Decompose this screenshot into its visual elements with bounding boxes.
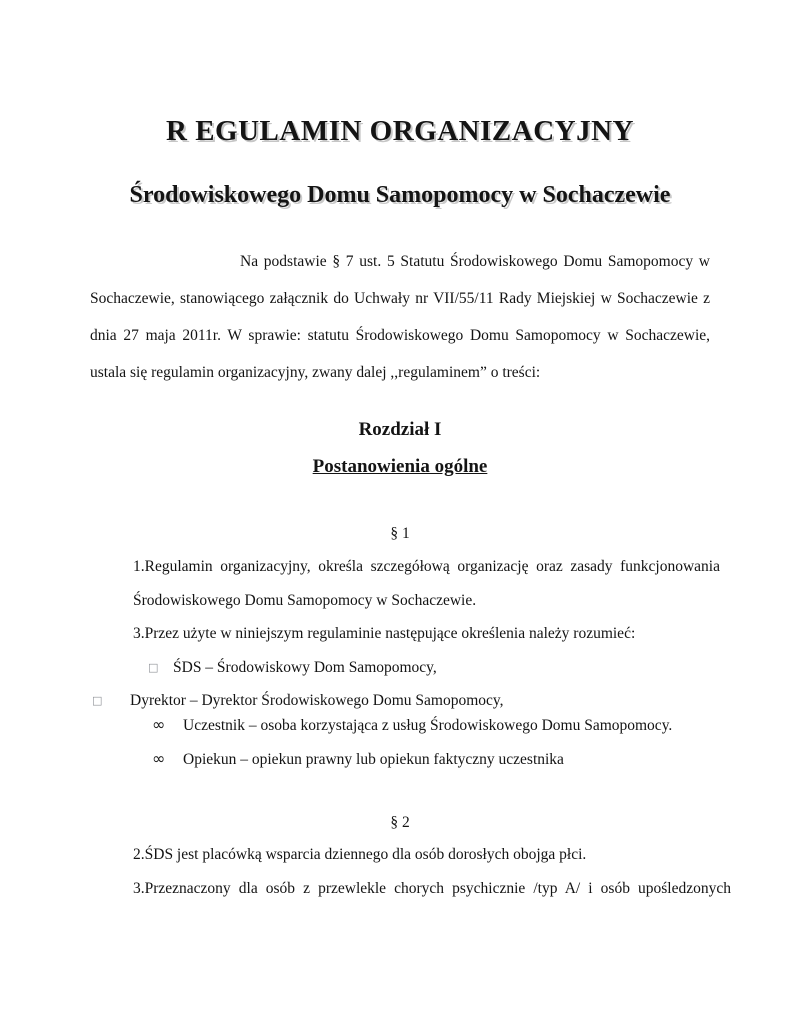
definition-item-uczestnik [152,715,672,736]
definition-text: Uczestnik – osoba korzystająca z usług Środowiskowego Domu Samopomocy. [183,717,673,734]
intro-line-2: Sochaczewie, stanowiącego załącznik do Uchwały nr VII/55/11 Rady Miejskiej w Sochaczewie z [90,290,710,307]
definition-text: ŚDS – Środowiskowy Dom Samopomocy, [173,659,437,676]
infinity-bullet-icon: ∞ [152,749,166,768]
section-1-mark: § 1 [390,525,410,542]
intro-line-3: dnia 27 maja 2011r. W sprawie: statutu Środowiskowego Domu Samopomocy w Sochaczewie, [90,327,710,344]
chapter-heading: Rozdział I [358,419,442,440]
intro-paragraph [90,243,710,391]
section-2-item-2: 2.ŚDS jest placówką wsparcia dziennego dla osób dorosłych obojga płci. [133,846,587,863]
intro-line-4: ustala się regulamin organizacyjny, zwany dalej ,,regulaminem” o treści: [90,364,541,381]
definition-text: Opiekun – opiekun prawny lub opiekun faktyczny uczestnika [183,751,564,768]
document-title: R EGULAMIN ORGANIZACYJNY [166,115,634,148]
intro-line-1: Na podstawie § 7 ust. 5 Statutu Środowiskowego Domu Samopomocy w [240,253,710,270]
definition-item-dyrektor [92,691,504,711]
document-subtitle: Środowiskowego Domu Samopomocy w Sochaczewie [129,181,671,208]
square-bullet-icon: □ [148,661,159,674]
section-2-item-3: 3.Przeznaczony dla osób z przewlekle chorych psychicznie /typ A/ i osób upośledzonych [133,880,731,897]
infinity-bullet-icon: ∞ [152,715,166,734]
definition-item-sds [148,658,437,678]
definition-item-opiekun [152,749,564,770]
section-2-mark: § 2 [390,814,410,831]
square-bullet-icon: □ [92,694,103,707]
chapter-subheading: Postanowienia ogólne [312,456,488,477]
section-1-item-1-line-2: Środowiskowego Domu Samopomocy w Sochaczewie. [133,592,477,609]
section-1-item-3: 3.Przez użyte w niniejszym regulaminie następujące określenia należy rozumieć: [133,625,636,642]
definition-text: Dyrektor – Dyrektor Środowiskowego Domu Samopomocy, [130,692,504,709]
section-1-item-1-line-1: 1.Regulamin organizacyjny, określa szczegółową organizację oraz zasady funkcjonowania [133,558,720,575]
